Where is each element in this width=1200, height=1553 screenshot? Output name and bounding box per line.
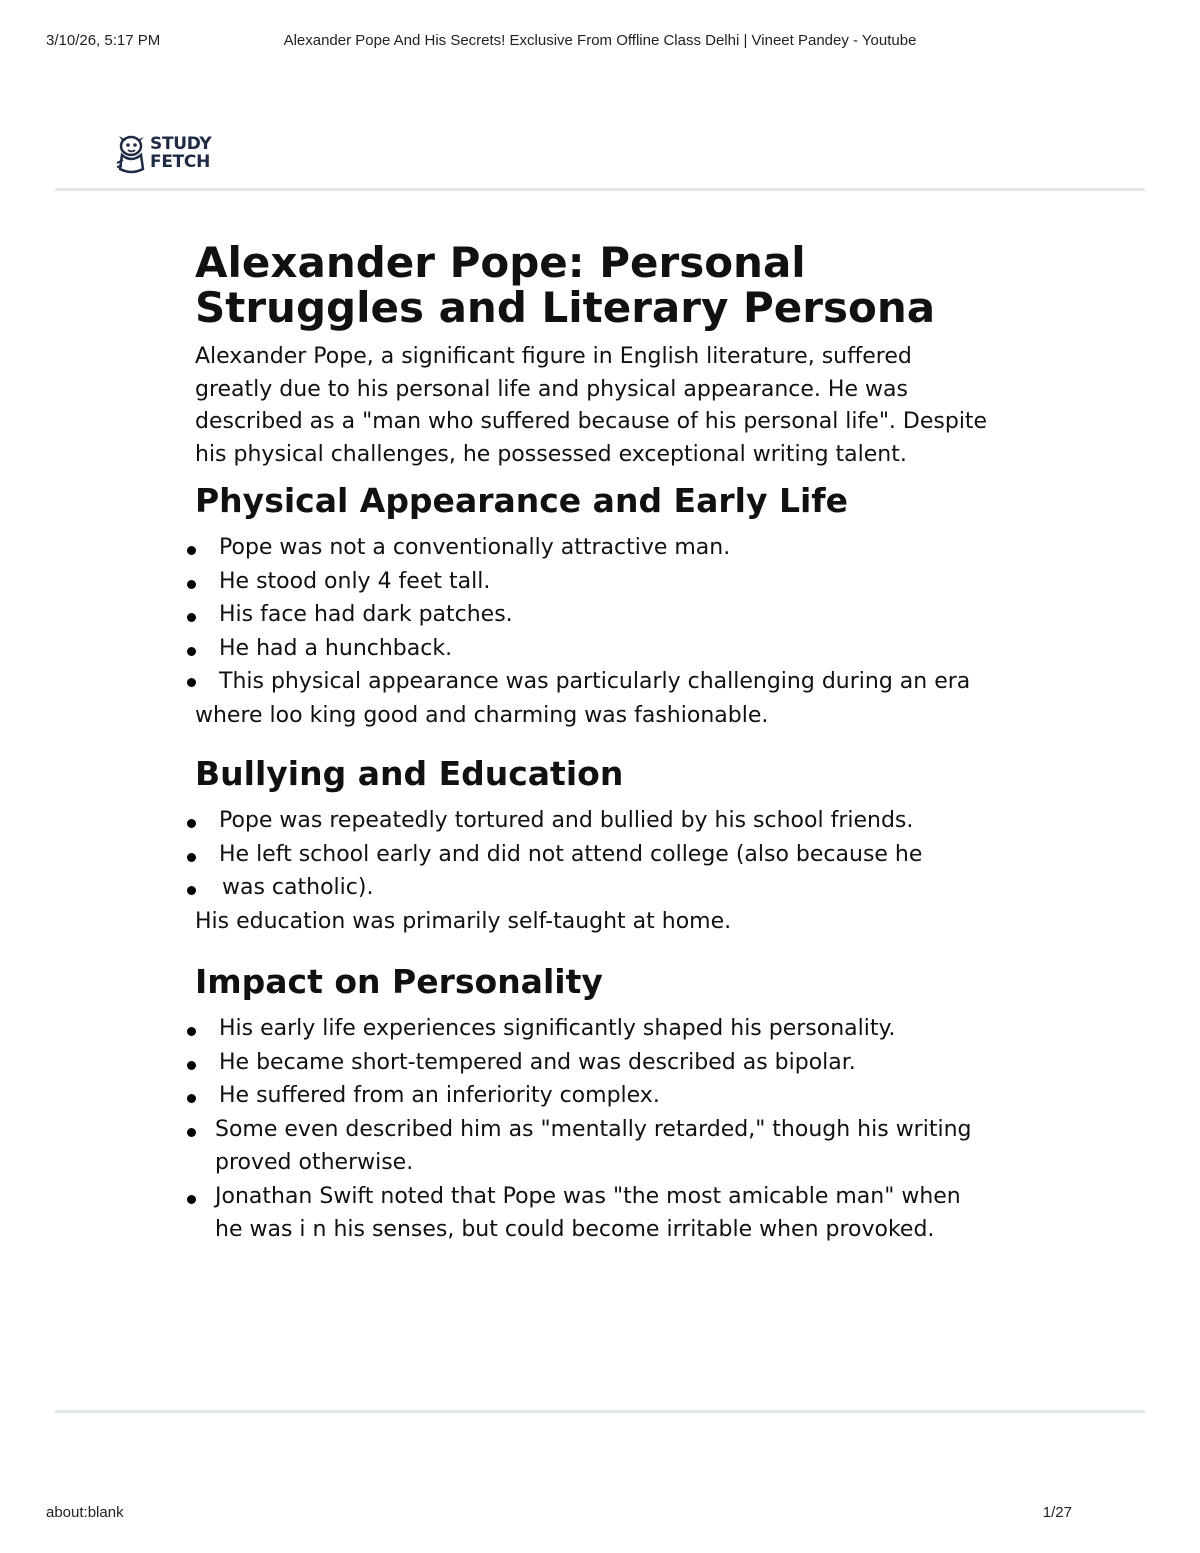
section-heading-bullying: Bullying and Education xyxy=(195,754,624,793)
list-item: Pope was repeatedly tortured and bullied by his school friends. xyxy=(195,804,995,838)
bullet-dot-icon xyxy=(187,613,196,622)
fetch-mascot-icon xyxy=(114,133,150,175)
bullet-dot-icon xyxy=(187,886,196,895)
education-note: His education was primarily self-taught at home. xyxy=(195,908,732,934)
bullet-dot-icon xyxy=(187,853,196,862)
bullet-dot-icon xyxy=(187,1027,196,1036)
list-item: He stood only 4 feet tall. xyxy=(195,565,995,599)
list-item: His face had dark patches. xyxy=(195,598,995,632)
print-datetime: 3/10/26, 5:17 PM xyxy=(46,32,161,49)
section-heading-impact: Impact on Personality xyxy=(195,962,603,1001)
bottom-divider xyxy=(55,1410,1145,1413)
list-item: Pope was not a conventionally attractive man. xyxy=(195,531,995,565)
print-page-title: Alexander Pope And His Secrets! Exclusive From Offline Class Delhi | Vineet Pandey - Youtube xyxy=(283,32,917,49)
print-page-count: 1/27 xyxy=(1042,1504,1072,1521)
list-item: This physical appearance was particularly challenging during an era where loo king good and charming was fashionable. xyxy=(195,665,995,732)
list-item: Some even described him as "mentally retarded," though his writing proved otherwise. xyxy=(195,1113,995,1180)
print-header xyxy=(0,32,1200,52)
list-item: His early life experiences significantly shaped his personality. xyxy=(195,1012,995,1046)
bullet-dot-icon xyxy=(187,580,196,589)
bullet-dot-icon xyxy=(187,819,196,828)
bullet-dot-icon xyxy=(187,1061,196,1070)
print-url: about:blank xyxy=(46,1504,124,1521)
logo-line-study: STUDY xyxy=(150,134,212,154)
print-footer xyxy=(0,1504,1200,1524)
list-item: He had a hunchback. xyxy=(195,632,995,666)
bullet-dot-icon xyxy=(187,678,196,687)
bullying-bullet-list xyxy=(195,804,995,905)
list-item: He left school early and did not attend college (also because he xyxy=(195,838,995,872)
bullet-dot-icon xyxy=(187,546,196,555)
list-item: was catholic). xyxy=(195,871,995,905)
bullet-dot-icon xyxy=(187,1094,196,1103)
physical-bullet-list xyxy=(195,531,995,732)
studyfetch-logo[interactable] xyxy=(114,133,224,175)
document-content xyxy=(195,240,995,1247)
intro-paragraph: Alexander Pope, a significant figure in English literature, suffered greatly due to his personal life and physical appearance. He was described as a "man who suffered because of his personal life". Despite his physical challenges, he possessed exceptional writing talent. xyxy=(195,344,988,467)
list-item: He became short-tempered and was described as bipolar. xyxy=(195,1046,995,1080)
impact-bullet-list xyxy=(195,1012,995,1247)
bullet-dot-icon xyxy=(187,1128,196,1137)
document-title: Alexander Pope: Personal Struggles and Literary Persona xyxy=(195,238,936,332)
logo-line-fetch: FETCH xyxy=(150,152,211,172)
logo-wordmark xyxy=(150,135,211,171)
list-item: Jonathan Swift noted that Pope was "the most amicable man" when he was i n his senses, but could become irritable when provoked. xyxy=(195,1180,995,1247)
section-heading-physical: Physical Appearance and Early Life xyxy=(195,481,849,520)
bullet-dot-icon xyxy=(187,647,196,656)
list-item: He suffered from an inferiority complex. xyxy=(195,1079,995,1113)
bullet-dot-icon xyxy=(187,1195,196,1204)
top-divider xyxy=(55,188,1145,191)
